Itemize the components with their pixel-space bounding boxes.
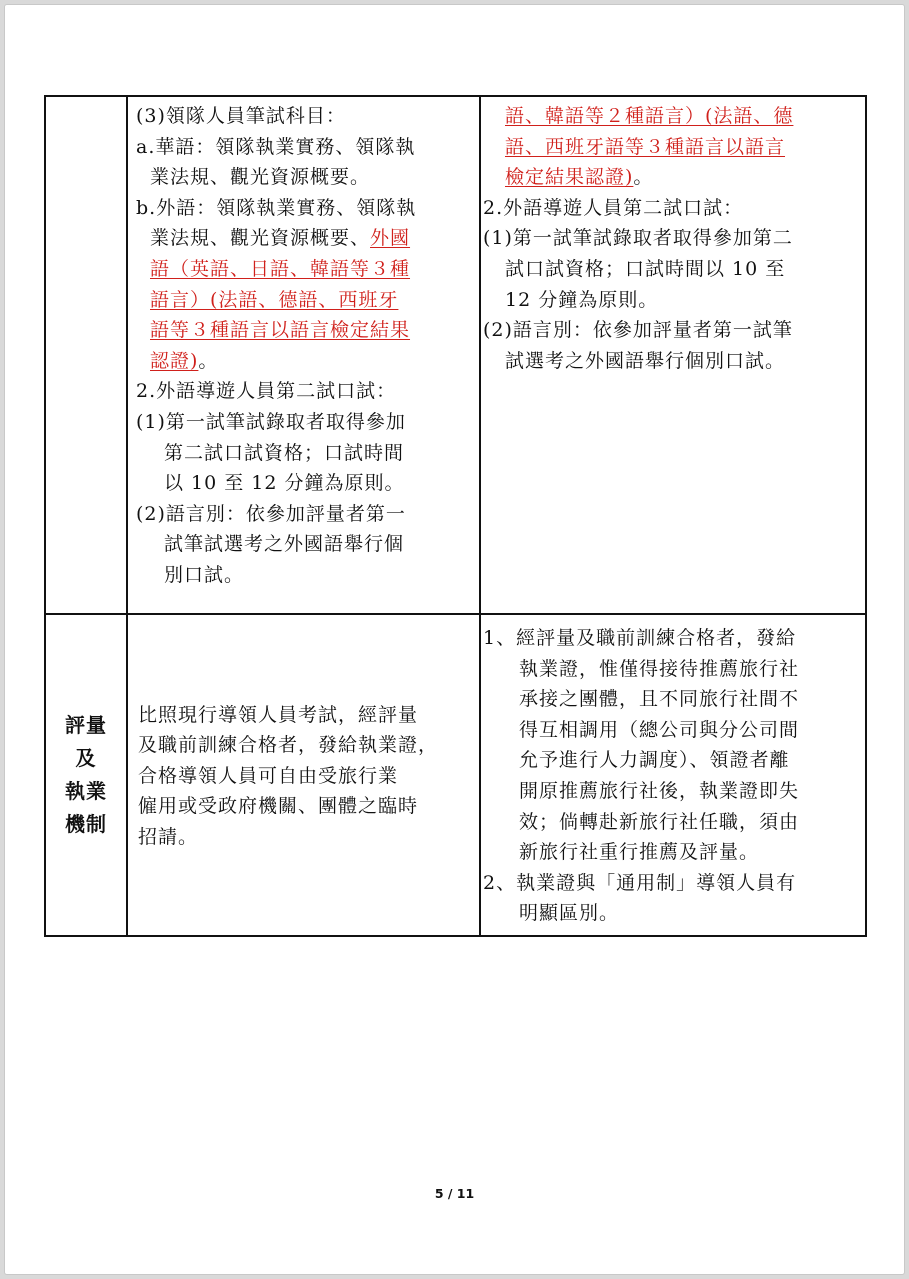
line-text: 合格導領人員可自由受旅行業 [138,764,399,787]
line-text: 第二試口試資格；口試時間 [164,441,405,464]
line-text: 招請。 [138,825,199,848]
text-line [483,715,863,746]
amended-text: 語（英語、日語、韓語等３種 [150,257,411,280]
text-line [136,499,475,530]
line-text: 以 10 至 12 分鐘為原則。 [164,472,405,495]
text-line [483,285,863,316]
line-text: 2.外語導遊人員第二試口試： [136,380,397,403]
document-page [4,4,905,1275]
text-line [136,438,475,469]
text-line [136,376,475,407]
line-text: 業法規、觀光資源概要。 [150,166,371,189]
amended-text: 語、西班牙語等３種語言以語言 [505,135,786,158]
row1-proposed-text-cell [480,96,866,614]
line-text: 執業證，惟僅得接待推薦旅行社 [519,657,800,680]
line-text: 1、經評量及職前訓練合格者，發給 [483,627,797,649]
text-line [136,529,475,560]
amended-text: 語言）(法語、德語、西班牙 [150,288,399,311]
text-line [483,193,863,224]
amended-text: 認證) [150,349,199,372]
text-line [138,791,475,822]
text-line [138,822,475,853]
row1-current-text-cell [127,96,480,614]
line-text: 比照現行導領人員考試，經評量 [138,703,419,726]
line-text: b.外語：領隊執業實務、領隊執 [136,196,417,219]
text-line [483,807,863,838]
line-text: 別口試。 [164,563,245,586]
text-line [483,684,863,715]
text-line [138,761,475,792]
row-label-evaluation-and-practice [46,709,126,841]
text-line [483,346,863,377]
label-line: 及 [75,746,97,770]
table-row [45,96,866,614]
text-line [138,700,475,731]
text-line [136,101,475,132]
text-line [138,730,475,761]
text-line [136,468,475,499]
line-text: 允予進行人力調度）、領證者離 [519,749,790,772]
line-text: (3)領隊人員筆試科目： [136,105,346,127]
text-line [136,285,475,316]
line-text: 得互相調用（總公司與分公司間 [519,718,800,741]
text-line [483,898,863,929]
comparison-table [44,95,867,937]
text-line [483,101,863,132]
line-text: 新旅行社重行推薦及評量。 [519,841,760,864]
page-number: 5 / 11 [434,1186,475,1201]
text-line [136,346,475,377]
line-text: 試筆試選考之外國語舉行個 [164,533,405,556]
text-line [136,162,475,193]
row2-current-text [138,700,475,853]
label-line: 執業 [65,779,107,803]
table-row [45,614,866,936]
text-line [483,223,863,254]
text-line [483,745,863,776]
row-label-cell [45,614,127,936]
row1-current-text [136,101,475,591]
row1-proposed-text [483,101,863,376]
line-text: (2)語言別：依參加評量者第一試筆 [483,319,793,342]
amended-text: 檢定結果認證) [505,166,634,189]
line-text: 及職前訓練合格者，發給執業證， [138,734,439,757]
row2-current-text-cell [127,614,480,936]
label-line: 評量 [65,713,107,737]
text-line [136,407,475,438]
amended-text: 外國 [370,227,411,250]
text-line [136,315,475,346]
text-line [483,868,863,899]
line-tail: 。 [198,349,219,372]
text-line [483,837,863,868]
text-line [483,623,863,654]
line-text: 2.外語導遊人員第二試口試： [483,196,744,219]
line-text: 開原推薦旅行社後，執業證即失 [519,779,800,802]
label-line: 機制 [65,812,107,836]
line-tail: 。 [633,166,654,189]
text-line [483,162,863,193]
line-text: 12 分鐘為原則。 [505,288,659,311]
line-text: 試口試資格；口試時間以 10 至 [505,257,786,280]
text-line [136,560,475,591]
text-line [136,254,475,285]
line-text: 試選考之外國語舉行個別口試。 [505,349,786,372]
amended-text: 語等３種語言以語言檢定結果 [150,319,411,342]
line-text: 效；倘轉赴新旅行社任職，須由 [519,810,800,833]
row-label-cell-empty [45,96,127,614]
line-text: (1)第一試筆試錄取者取得參加 [136,410,406,433]
line-text: 業法規、觀光資源概要、 [150,227,371,250]
line-text: 明顯區別。 [519,902,620,925]
text-line [136,223,475,254]
line-text: a.華語：領隊執業實務、領隊執 [136,135,416,158]
line-text: (2)語言別：依參加評量者第一 [136,502,406,525]
text-line [136,193,475,224]
line-text: 承接之團體，且不同旅行社間不 [519,688,800,711]
row2-proposed-text-cell [480,614,866,936]
text-line [483,254,863,285]
text-line [483,132,863,163]
text-line [483,654,863,685]
text-line [483,776,863,807]
row2-proposed-text [483,623,863,929]
amended-text: 語、韓語等２種語言）(法語、德 [505,105,794,127]
line-text: 2、執業證與「通用制」導領人員有 [483,871,797,894]
text-line [483,315,863,346]
line-text: (1)第一試筆試錄取者取得參加第二 [483,227,793,250]
line-text: 僱用或受政府機關、團體之臨時 [138,795,419,818]
text-line [136,132,475,163]
